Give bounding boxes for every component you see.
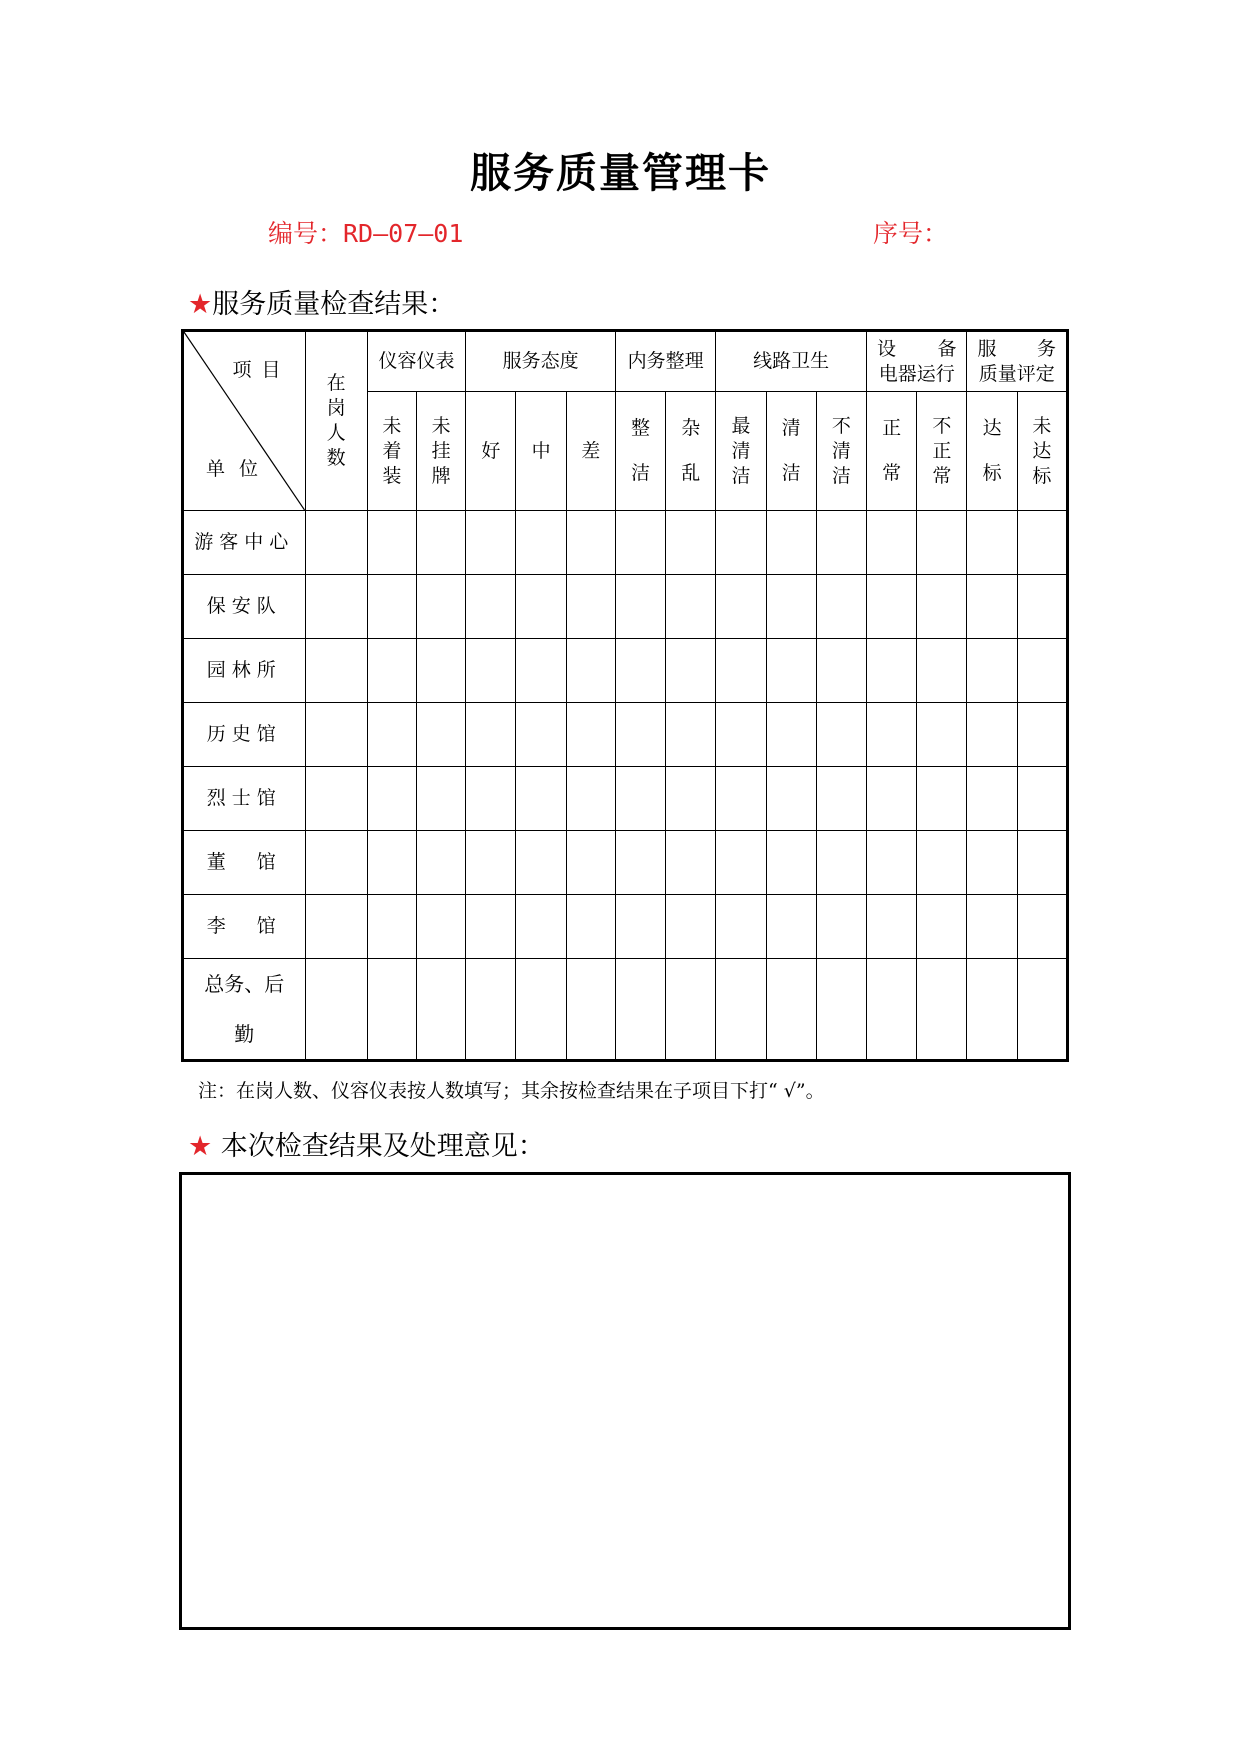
- input-cell[interactable]: [466, 575, 516, 639]
- sub-unclean: 不 清 洁: [816, 392, 866, 511]
- input-cell[interactable]: [917, 959, 967, 1061]
- input-cell[interactable]: [367, 639, 416, 703]
- sub-good: 好: [466, 392, 516, 511]
- document-code: 编号：RD—07—01: [268, 219, 464, 248]
- input-cell[interactable]: [566, 959, 615, 1061]
- input-cell[interactable]: [816, 895, 866, 959]
- table-row: [183, 767, 1068, 831]
- input-cell[interactable]: [566, 831, 615, 895]
- input-cell[interactable]: [967, 511, 1017, 575]
- input-cell[interactable]: [305, 703, 367, 767]
- input-cell[interactable]: [917, 895, 967, 959]
- input-cell[interactable]: [516, 895, 566, 959]
- input-cell[interactable]: [417, 831, 466, 895]
- input-cell[interactable]: [566, 895, 615, 959]
- section-result-opinion-heading: [188, 1124, 545, 1163]
- sub-tidy: 整 洁: [615, 392, 665, 511]
- table-row: [183, 895, 1068, 959]
- sub-normal: 正 常: [867, 392, 917, 511]
- input-cell[interactable]: [716, 639, 766, 703]
- input-cell[interactable]: [367, 831, 416, 895]
- input-cell[interactable]: [566, 575, 615, 639]
- input-cell[interactable]: [867, 703, 917, 767]
- sub-messy: 杂 乱: [666, 392, 716, 511]
- input-cell[interactable]: [716, 703, 766, 767]
- table-row: [183, 511, 1068, 575]
- input-cell[interactable]: [1017, 767, 1067, 831]
- input-cell[interactable]: [516, 831, 566, 895]
- input-cell[interactable]: [417, 959, 466, 1061]
- input-cell[interactable]: [615, 703, 665, 767]
- input-cell[interactable]: [367, 895, 416, 959]
- input-cell[interactable]: [615, 639, 665, 703]
- input-cell[interactable]: [867, 767, 917, 831]
- input-cell[interactable]: [867, 639, 917, 703]
- input-cell[interactable]: [305, 831, 367, 895]
- input-cell[interactable]: [716, 831, 766, 895]
- input-cell[interactable]: [967, 895, 1017, 959]
- sub-pass: 达 标: [967, 392, 1017, 511]
- input-cell[interactable]: [1017, 895, 1067, 959]
- input-cell[interactable]: [1017, 703, 1067, 767]
- input-cell[interactable]: [516, 511, 566, 575]
- table-row: [183, 703, 1068, 767]
- section-inspection-results-title: 服务质量检查结果：: [212, 289, 456, 320]
- input-cell[interactable]: [417, 767, 466, 831]
- input-cell[interactable]: [666, 959, 716, 1061]
- input-cell[interactable]: [867, 511, 917, 575]
- input-cell[interactable]: [917, 831, 967, 895]
- row-unit-label: 保安队: [183, 575, 306, 639]
- input-cell[interactable]: [766, 767, 816, 831]
- input-cell[interactable]: [367, 703, 416, 767]
- input-cell[interactable]: [615, 831, 665, 895]
- input-cell[interactable]: [305, 511, 367, 575]
- input-cell[interactable]: [816, 511, 866, 575]
- document-title: 服务质量管理卡: [470, 149, 771, 197]
- input-cell[interactable]: [867, 959, 917, 1061]
- input-cell[interactable]: [867, 831, 917, 895]
- input-cell[interactable]: [716, 767, 766, 831]
- input-cell[interactable]: [516, 703, 566, 767]
- input-cell[interactable]: [466, 831, 516, 895]
- input-cell[interactable]: [816, 639, 866, 703]
- row-unit-label: 总务、后 勤: [183, 959, 306, 1061]
- input-cell[interactable]: [566, 511, 615, 575]
- input-cell[interactable]: [305, 639, 367, 703]
- input-cell[interactable]: [766, 959, 816, 1061]
- input-cell[interactable]: [566, 639, 615, 703]
- input-cell[interactable]: [417, 895, 466, 959]
- input-cell[interactable]: [417, 639, 466, 703]
- input-cell[interactable]: [967, 831, 1017, 895]
- input-cell[interactable]: [917, 575, 967, 639]
- input-cell[interactable]: [566, 703, 615, 767]
- corner-header-cell: [183, 331, 306, 511]
- sub-abnormal: 不 正 常: [917, 392, 967, 511]
- input-cell[interactable]: [816, 767, 866, 831]
- input-cell[interactable]: [917, 703, 967, 767]
- header-equipment-operation: 设 备 电器运行: [867, 331, 967, 392]
- sub-no-uniform: 未 着 装: [367, 392, 416, 511]
- input-cell[interactable]: [766, 831, 816, 895]
- input-cell[interactable]: [516, 575, 566, 639]
- row-unit-label: 游客中心: [183, 511, 306, 575]
- corner-label-item: 项目: [232, 359, 291, 381]
- header-staff-count: 在 岗 人 数: [305, 331, 367, 511]
- input-cell[interactable]: [666, 767, 716, 831]
- input-cell[interactable]: [816, 959, 866, 1061]
- table-row: [183, 575, 1068, 639]
- input-cell[interactable]: [417, 575, 466, 639]
- input-cell[interactable]: [666, 575, 716, 639]
- input-cell[interactable]: [766, 703, 816, 767]
- input-cell[interactable]: [917, 767, 967, 831]
- input-cell[interactable]: [566, 767, 615, 831]
- row-unit-label: 历史馆: [183, 703, 306, 767]
- input-cell[interactable]: [516, 959, 566, 1061]
- input-cell[interactable]: [867, 575, 917, 639]
- input-cell[interactable]: [615, 895, 665, 959]
- input-cell[interactable]: [917, 639, 967, 703]
- input-cell[interactable]: [666, 639, 716, 703]
- input-cell[interactable]: [1017, 575, 1067, 639]
- input-cell[interactable]: [466, 703, 516, 767]
- input-cell[interactable]: [766, 639, 816, 703]
- input-cell[interactable]: [466, 895, 516, 959]
- input-cell[interactable]: [1017, 639, 1067, 703]
- input-cell[interactable]: [967, 575, 1017, 639]
- corner-label-unit: 单位: [206, 458, 273, 480]
- input-cell[interactable]: [466, 511, 516, 575]
- inspection-table: [181, 329, 1069, 1062]
- input-cell[interactable]: [666, 703, 716, 767]
- input-cell[interactable]: [305, 895, 367, 959]
- input-cell[interactable]: [466, 639, 516, 703]
- input-cell[interactable]: [816, 831, 866, 895]
- header-route-hygiene: 线路卫生: [716, 331, 867, 392]
- input-cell[interactable]: [417, 511, 466, 575]
- star-icon: ★: [188, 1131, 213, 1162]
- input-cell[interactable]: [816, 575, 866, 639]
- input-cell[interactable]: [967, 767, 1017, 831]
- input-cell[interactable]: [917, 511, 967, 575]
- header-service-attitude: 服务态度: [466, 331, 616, 392]
- input-cell[interactable]: [305, 767, 367, 831]
- input-cell[interactable]: [466, 959, 516, 1061]
- table-row: [183, 639, 1068, 703]
- input-cell[interactable]: [1017, 959, 1067, 1061]
- sub-poor: 差: [566, 392, 615, 511]
- serial-number-label: 序号：: [873, 219, 949, 248]
- input-cell[interactable]: [766, 511, 816, 575]
- input-cell[interactable]: [305, 959, 367, 1061]
- input-cell[interactable]: [666, 511, 716, 575]
- input-cell[interactable]: [466, 767, 516, 831]
- input-cell[interactable]: [516, 639, 566, 703]
- header-service-quality-rating: 服 务 质量评定: [967, 331, 1068, 392]
- input-cell[interactable]: [716, 895, 766, 959]
- input-cell[interactable]: [716, 575, 766, 639]
- sub-fail: 未 达 标: [1017, 392, 1067, 511]
- row-unit-label: 李 馆: [183, 895, 306, 959]
- input-cell[interactable]: [1017, 511, 1067, 575]
- input-cell[interactable]: [716, 511, 766, 575]
- input-cell[interactable]: [615, 575, 665, 639]
- header-appearance: 仪容仪表: [367, 331, 465, 392]
- input-cell[interactable]: [615, 767, 665, 831]
- input-cell[interactable]: [615, 511, 665, 575]
- star-icon: ★: [188, 289, 213, 320]
- input-cell[interactable]: [417, 703, 466, 767]
- input-cell[interactable]: [1017, 831, 1067, 895]
- sub-medium: 中: [516, 392, 566, 511]
- input-cell[interactable]: [716, 959, 766, 1061]
- input-cell[interactable]: [367, 511, 416, 575]
- sub-no-badge: 未 挂 牌: [417, 392, 466, 511]
- input-cell[interactable]: [305, 575, 367, 639]
- result-opinion-box[interactable]: [179, 1172, 1071, 1630]
- row-unit-label: 董 馆: [183, 831, 306, 895]
- input-cell[interactable]: [867, 895, 917, 959]
- row-unit-label: 园林所: [183, 639, 306, 703]
- input-cell[interactable]: [666, 831, 716, 895]
- input-cell[interactable]: [367, 959, 416, 1061]
- input-cell[interactable]: [516, 767, 566, 831]
- input-cell[interactable]: [967, 959, 1017, 1061]
- input-cell[interactable]: [967, 703, 1017, 767]
- input-cell[interactable]: [816, 703, 866, 767]
- input-cell[interactable]: [766, 895, 816, 959]
- input-cell[interactable]: [766, 575, 816, 639]
- section-inspection-results-heading: [188, 282, 455, 321]
- table-row: [183, 959, 1068, 1061]
- input-cell[interactable]: [967, 639, 1017, 703]
- sub-cleanest: 最 清 洁: [716, 392, 766, 511]
- input-cell[interactable]: [615, 959, 665, 1061]
- table-note: 注：在岗人数、仪容仪表按人数填写；其余按检查结果在子项目下打“ √”。: [198, 1080, 825, 1102]
- section-result-opinion-title: 本次检查结果及处理意见：: [212, 1131, 545, 1162]
- table-row: [183, 831, 1068, 895]
- input-cell[interactable]: [367, 575, 416, 639]
- header-housekeeping: 内务整理: [615, 331, 715, 392]
- row-unit-label: 烈士馆: [183, 767, 306, 831]
- input-cell[interactable]: [666, 895, 716, 959]
- sub-clean: 清 洁: [766, 392, 816, 511]
- input-cell[interactable]: [367, 767, 416, 831]
